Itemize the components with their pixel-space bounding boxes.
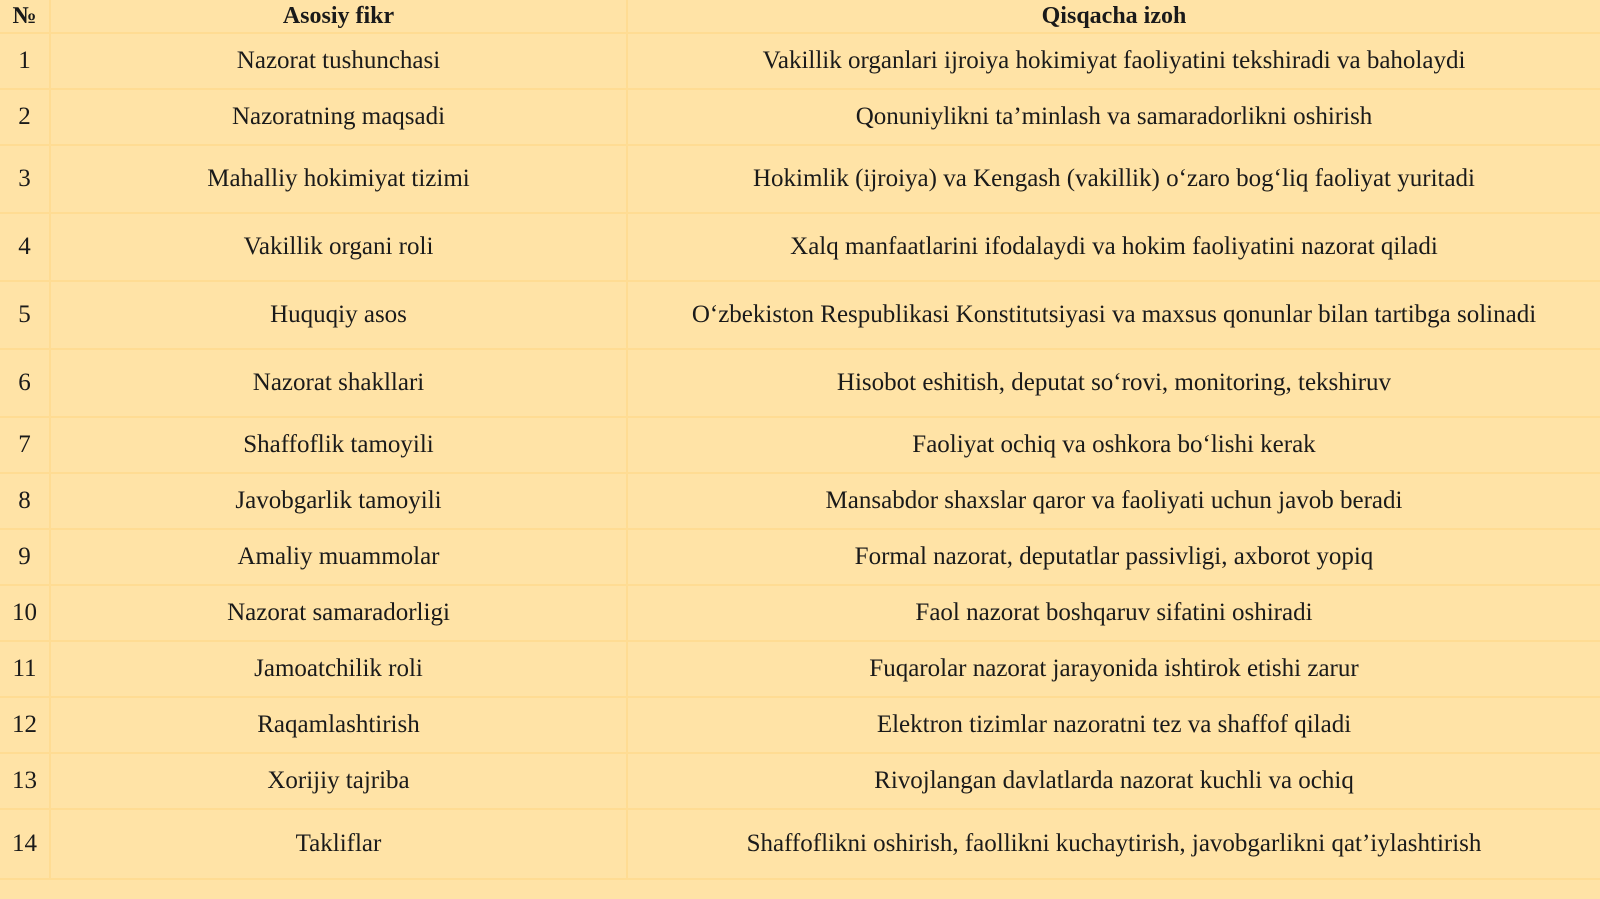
- table-header-row: [0, 0, 1600, 33]
- row-short-note: Faol nazorat boshqaruv sifatini oshiradi: [627, 585, 1600, 641]
- row-short-note: Shaffoflikni oshirish, faollikni kuchaytirish, javobgarlikni qat’iylashtirish: [627, 809, 1600, 879]
- table-row: [0, 697, 1600, 753]
- row-short-note: Hokimlik (ijroiya) va Kengash (vakillik) o‘zaro bog‘liq faoliyat yuritadi: [627, 145, 1600, 213]
- table-row: [0, 213, 1600, 281]
- table-row: [0, 529, 1600, 585]
- header-number: №: [0, 0, 50, 33]
- table-row: [0, 281, 1600, 349]
- row-number: 12: [0, 697, 50, 753]
- row-number: 11: [0, 641, 50, 697]
- row-number: 1: [0, 33, 50, 89]
- row-number: 3: [0, 145, 50, 213]
- row-number: 9: [0, 529, 50, 585]
- row-number: 4: [0, 213, 50, 281]
- row-short-note: Qonuniylikni ta’minlash va samaradorlikni oshirish: [627, 89, 1600, 145]
- row-number: 10: [0, 585, 50, 641]
- table-row: [0, 641, 1600, 697]
- row-number: 13: [0, 753, 50, 809]
- table-row: [0, 145, 1600, 213]
- header-main-idea: Asosiy fikr: [50, 0, 627, 33]
- table-row: [0, 349, 1600, 417]
- row-number: 2: [0, 89, 50, 145]
- table-row: [0, 33, 1600, 89]
- table-row: [0, 417, 1600, 473]
- row-main-idea: Shaffoflik tamoyili: [50, 417, 627, 473]
- row-main-idea: Amaliy muammolar: [50, 529, 627, 585]
- row-main-idea: Xorijiy tajriba: [50, 753, 627, 809]
- row-main-idea: Javobgarlik tamoyili: [50, 473, 627, 529]
- row-main-idea: Nazorat tushunchasi: [50, 33, 627, 89]
- table-row: [0, 473, 1600, 529]
- row-main-idea: Huquqiy asos: [50, 281, 627, 349]
- row-short-note: Xalq manfaatlarini ifodalaydi va hokim faoliyatini nazorat qiladi: [627, 213, 1600, 281]
- row-main-idea: Mahalliy hokimiyat tizimi: [50, 145, 627, 213]
- row-main-idea: Vakillik organi roli: [50, 213, 627, 281]
- row-number: 5: [0, 281, 50, 349]
- row-short-note: Faoliyat ochiq va oshkora bo‘lishi kerak: [627, 417, 1600, 473]
- table-row: [0, 89, 1600, 145]
- row-main-idea: Jamoatchilik roli: [50, 641, 627, 697]
- row-main-idea: Raqamlashtirish: [50, 697, 627, 753]
- row-main-idea: Takliflar: [50, 809, 627, 879]
- row-short-note: Elektron tizimlar nazoratni tez va shaffof qiladi: [627, 697, 1600, 753]
- row-short-note: Formal nazorat, deputatlar passivligi, axborot yopiq: [627, 529, 1600, 585]
- row-main-idea: Nazoratning maqsadi: [50, 89, 627, 145]
- row-number: 8: [0, 473, 50, 529]
- header-short-note: Qisqacha izoh: [627, 0, 1600, 33]
- row-main-idea: Nazorat samaradorligi: [50, 585, 627, 641]
- table-row: [0, 585, 1600, 641]
- row-short-note: Vakillik organlari ijroiya hokimiyat faoliyatini tekshiradi va baholaydi: [627, 33, 1600, 89]
- table-row: [0, 809, 1600, 879]
- row-main-idea: Nazorat shakllari: [50, 349, 627, 417]
- table-row: [0, 753, 1600, 809]
- row-number: 14: [0, 809, 50, 879]
- row-short-note: Rivojlangan davlatlarda nazorat kuchli va ochiq: [627, 753, 1600, 809]
- row-short-note: O‘zbekiston Respublikasi Konstitutsiyasi va maxsus qonunlar bilan tartibga solinadi: [627, 281, 1600, 349]
- row-short-note: Fuqarolar nazorat jarayonida ishtirok etishi zarur: [627, 641, 1600, 697]
- row-number: 6: [0, 349, 50, 417]
- row-number: 7: [0, 417, 50, 473]
- row-short-note: Hisobot eshitish, deputat so‘rovi, monitoring, tekshiruv: [627, 349, 1600, 417]
- row-short-note: Mansabdor shaxslar qaror va faoliyati uchun javob beradi: [627, 473, 1600, 529]
